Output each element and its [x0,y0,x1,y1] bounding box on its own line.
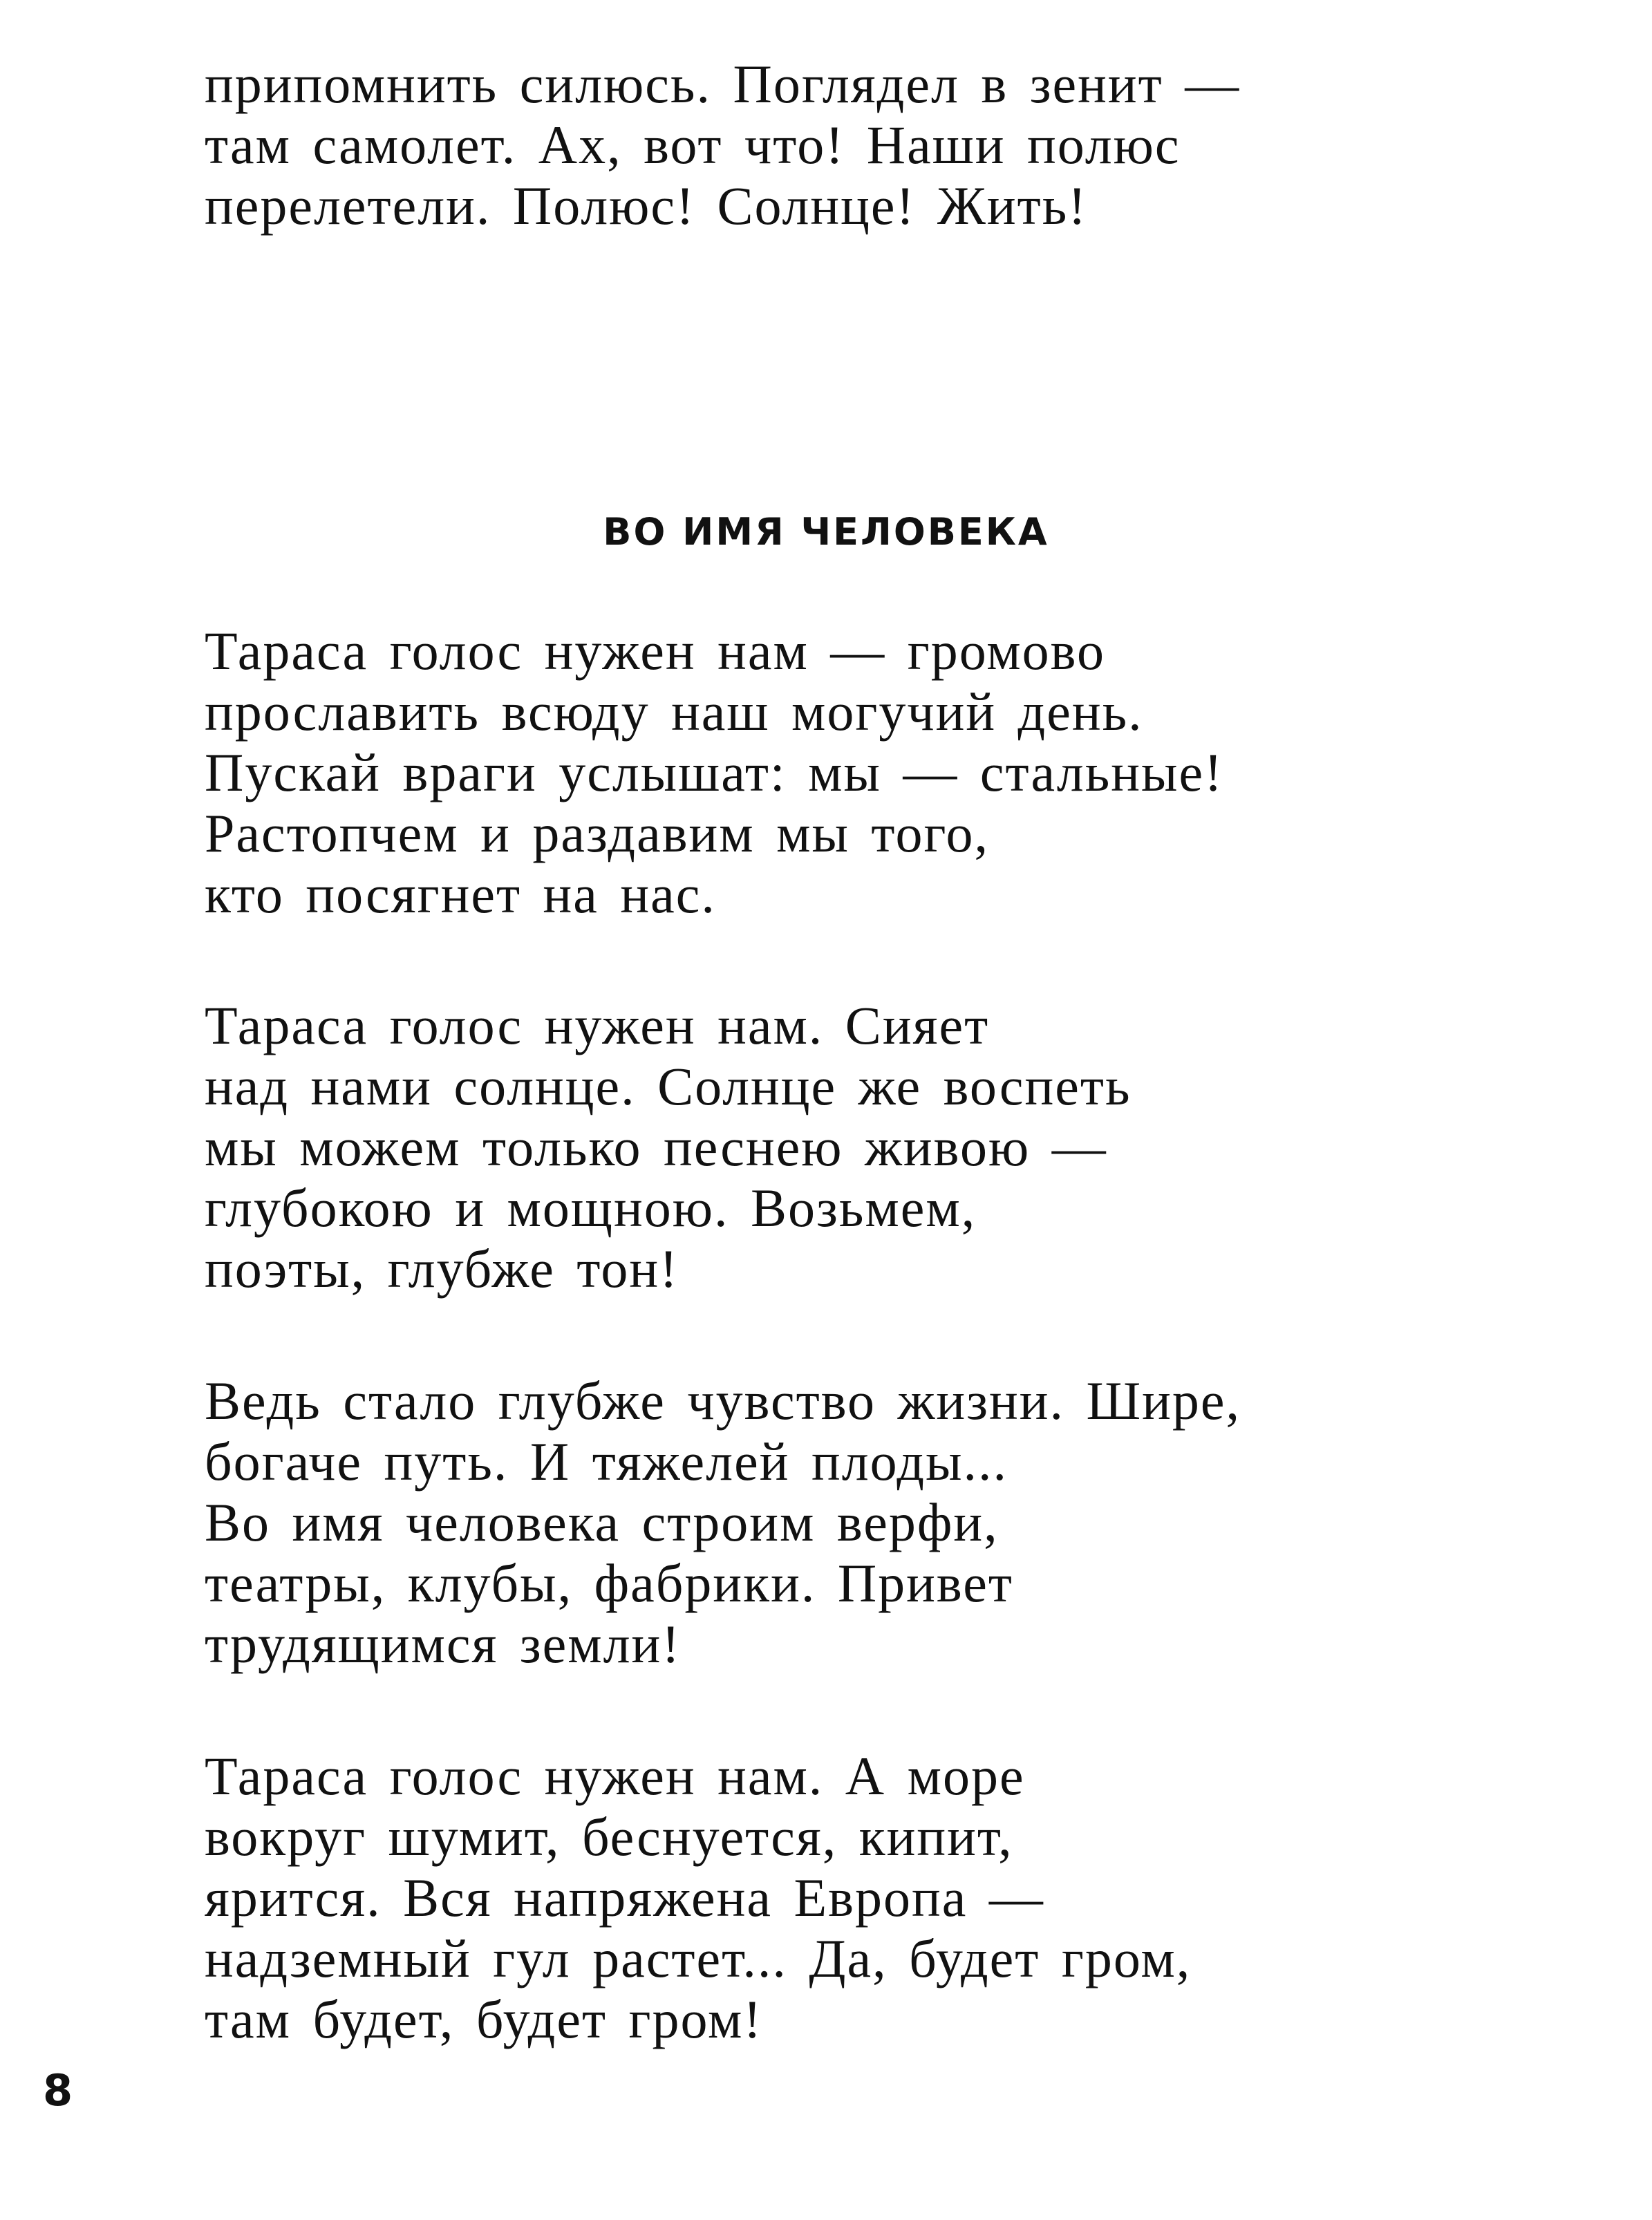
text-line: театры, клубы, фабрики. Привет [205,1553,1013,1613]
text-line: Ведь стало глубже чувство жизни. Шире, [205,1371,1241,1431]
page-number: 8 [43,2065,73,2116]
text-line: кто посягнет на нас. [205,864,716,924]
text-line: ярится. Вся напряжена Европа — [205,1868,1044,1928]
text-line: глубокою и мощною. Возьмем, [205,1178,977,1238]
poem-title: ВО ИМЯ ЧЕЛОВЕКА [603,510,1049,554]
text-line: богаче путь. И тяжелей плоды... [205,1431,1008,1492]
text-line: Во имя человека строим верфи, [205,1492,999,1552]
intro-text [205,54,1240,236]
text-line: трудящимся земли! [205,1614,682,1674]
text-line: прославить всюду наш могучий день. [205,681,1143,742]
text-line: мы можем только песнею живою — [205,1117,1107,1177]
text-line: Пускай враги услышат: мы — стальные! [205,742,1224,802]
text-line: там самолет. Ах, вот что! Наши полюс [205,115,1181,175]
text-line: вокруг шумит, беснуется, кипит, [205,1807,1013,1867]
stanza-4 [205,1746,1191,2050]
stanza-2 [205,995,1132,1299]
text-line: перелетели. Полюс! Солнце! Жить! [205,176,1088,236]
text-line: Тараса голос нужен нам — громово [205,621,1105,681]
text-line: Тараса голос нужен нам. А море [205,1746,1025,1806]
stanza-3 [205,1371,1241,1675]
stanza-1 [205,621,1223,925]
text-line: Тараса голос нужен нам. Сияет [205,995,990,1055]
text-line: там будет, будет гром! [205,1989,763,2049]
text-line: поэты, глубже тон! [205,1239,679,1299]
text-line: припомнить силюсь. Поглядел в зенит — [205,54,1241,114]
text-line: Растопчем и раздавим мы того, [205,803,990,863]
text-line: над нами солнце. Солнце же воспеть [205,1056,1132,1116]
text-line: надземный гул растет... Да, будет гром, [205,1928,1192,1988]
